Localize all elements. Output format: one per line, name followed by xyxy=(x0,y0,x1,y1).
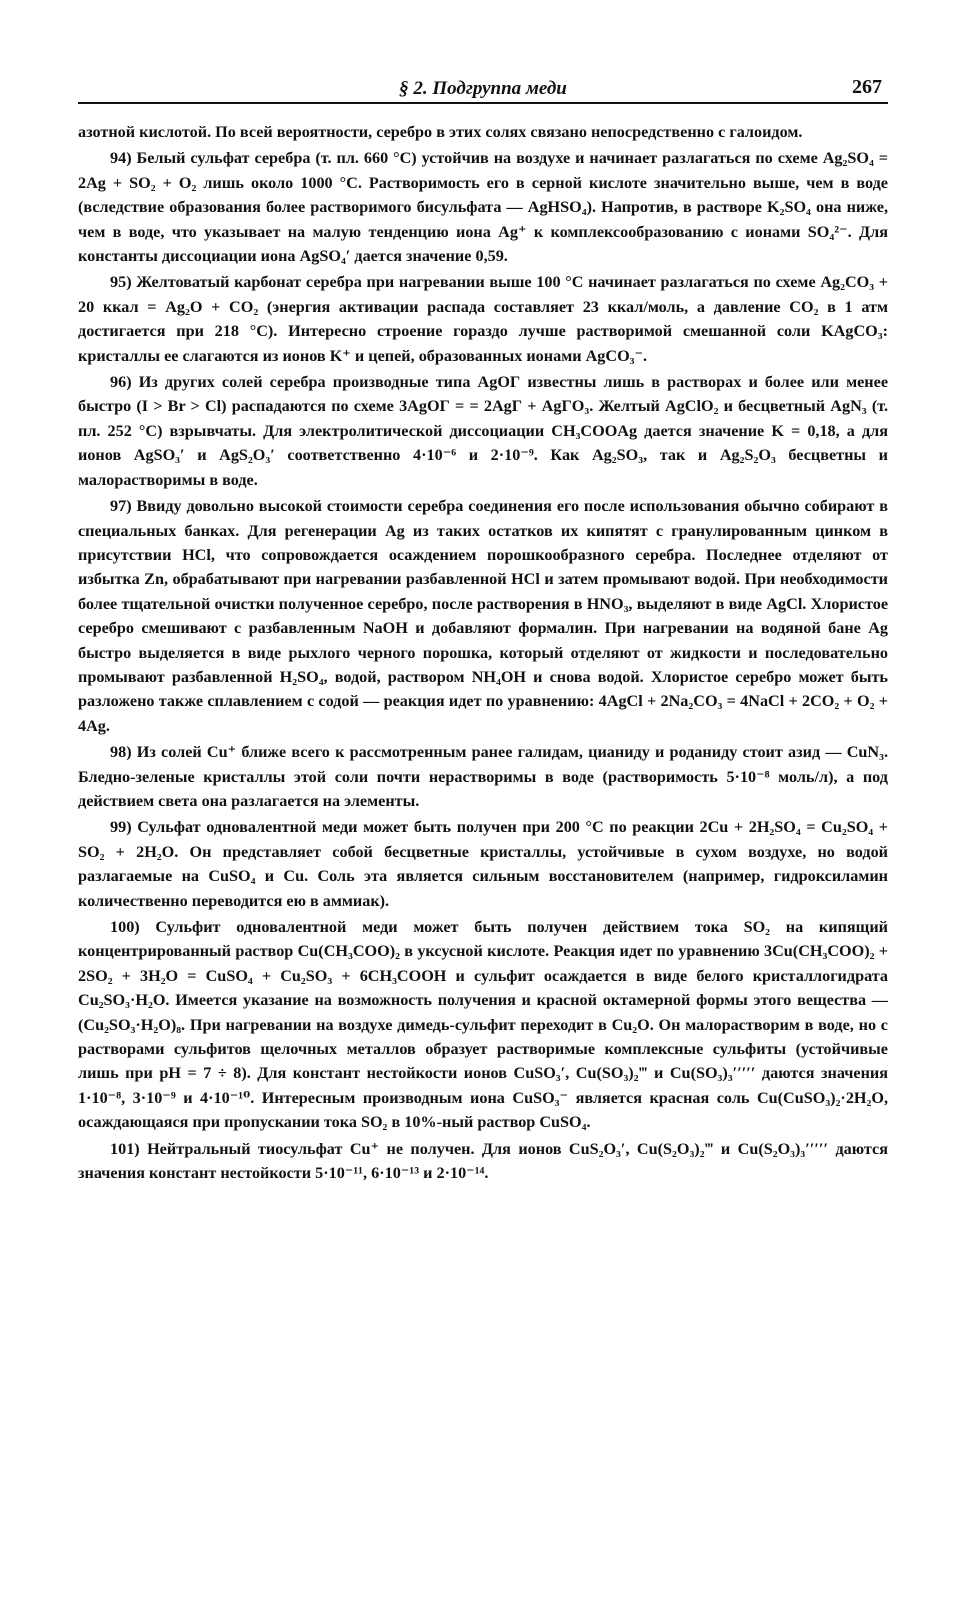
paragraph-101: 101) Нейтральный тиосульфат Cu⁺ не получен. Для ионов CuS₂O₃′, Cu(S₂O₃)₂‴ и Cu(S₂O₃)₃′′′′′ даются значения констант нестойкости 5·10⁻¹¹, 6·10⁻¹³ и 2·10⁻¹⁴. xyxy=(78,1139,888,1183)
paragraph-100: 100) Сульфит одновалентной меди может быть получен действием тока SO₂ на кипящий концентрированный раствор Cu(CH₃COO)₂ в уксусной кислоте. Реакция идет по уравнению 3Cu(CH₃COO)₂ + 2SO₂ + 3H₂O = CuSO₄ + Cu₂SO₃ + 6CH₃COOH и сульфит осаждается в виде белого кристаллогидрата Cu₂SO₃·H₂O. Имеется указание на возможность получения и красной октамерной формы этого вещества — (Cu₂SO₃·H₂O)₈. При нагревании на воздухе димедь-сульфит переходит в Cu₂O. Он малорастворим в воде, но с растворами сульфитов щелочных металлов образует растворимые комплексные сульфиты (устойчивые лишь при pH = 7 ÷ 8). Для констант нестойкости ионов CuSO₃′, Cu(SO₃)₂‴ и Cu(SO₃)₃′′′′′ даются значения 1·10⁻⁸, 3·10⁻⁹ и 4·10⁻¹⁰. Интересным производным иона CuSO₃⁻ является красная соль Cu(CuSO₃)₂·2H₂O, осаждающаяся при пропускании тока SO₂ в 10%-ный раствор CuSO₄. xyxy=(78,918,888,1132)
page-number: 267 xyxy=(852,76,882,98)
paragraph-98: 98) Из солей Cu⁺ ближе всего к рассмотренным ранее галидам, цианиду и роданиду стоит азид — CuN₃. Бледно-зеленые кристаллы этой соли почти нерастворимы в воде (растворимость 5·10⁻⁸ моль/л), а под действием света она разлагается на элементы. xyxy=(78,743,888,810)
paragraph-99: 99) Сульфат одновалентной меди может быть получен при 200 °C по реакции 2Cu + 2H₂SO₄ = Cu₂SO₄ + SO₂ + 2H₂O. Он представляет собой бесцветные кристаллы, устойчивые в сухом воздухе, но водой разлагаемые на CuSO₄ и Cu. Соль эта является сильным восстановителем (например, гидроксиламин количественно переводится ею в аммиак). xyxy=(78,818,888,910)
paragraph-continuation: азотной кислотой. По всей вероятности, серебро в этих солях связано непосредственно с галоидом. xyxy=(78,123,803,141)
paragraph-97: 97) Ввиду довольно высокой стоимости серебра соединения его после использования обычно собирают в специальных банках. Для регенерации Ag из таких остатков их кипятят с гранулированным цинком в присутствии HCl, что сопровождается осаждением порошкообразного серебра. Последнее отделяют от избытка Zn, обрабатывают при нагревании разбавленной HCl и затем промывают водой. При необходимости более тщательной очистки полученное серебро, после растворения в HNO₃, выделяют в виде AgCl. Хлористое серебро смешивают с разбавленным NaOH и добавляют формалин. При нагревании на водяной бане Ag быстро выделяется в виде рыхлого черного порошка, который отделяют от жидкости и последовательно промывают разбавленной H₂SO₄, водой, раствором NH₄OH и снова водой. Хлористое серебро может быть разложено также сплавлением с содой — реакция идет по уравнению: 4AgCl + 2Na₂CO₃ = 4NaCl + 2CO₂ + O₂ + 4Ag. xyxy=(78,497,888,735)
paragraph-94: 94) Белый сульфат серебра (т. пл. 660 °C) устойчив на воздухе и начинает разлагаться по схеме Ag₂SO₄ = 2Ag + SO₂ + O₂ лишь около 1000 °C. Растворимость его в серной кислоте значительно выше, чем в воде (вследствие образования более растворимого бисульфата — AgHSO₄). Напротив, в растворе K₂SO₄ она ниже, чем в воде, что указывает на малую тенденцию иона Ag⁺ к комплексообразованию с ионами SO₄²⁻. Для константы диссоциации иона AgSO₄′ дается значение 0,59. xyxy=(78,149,888,266)
page-body xyxy=(78,120,888,1185)
running-header xyxy=(78,62,888,104)
paragraph-95: 95) Желтоватый карбонат серебра при нагревании выше 100 °C начинает разлагаться по схеме Ag₂CO₃ + 20 ккал = Ag₂O + CO₂ (энергия активации распада составляет 23 ккал/моль, а давление CO₂ в 1 атм достигается при 218 °C). Интересно строение гораздо лучше растворимой смешанной соли KAgCO₃: кристаллы ее слагаются из ионов K⁺ и цепей, образованных ионами AgCO₃⁻. xyxy=(78,273,888,365)
book-page xyxy=(78,62,888,1187)
paragraph-96: 96) Из других солей серебра производные типа AgOГ известны лишь в растворах и более или менее быстро (I > Br > Cl) распадаются по схеме 3AgOГ = = 2AgГ + AgГO₃. Желтый AgClO₂ и бесцветный AgN₃ (т. пл. 252 °C) взрывчаты. Для электролитической диссоциации CH₃COOAg дается значение K = 0,18, а для ионов AgSO₃′ и AgS₂O₃′ соответственно 4·10⁻⁶ и 2·10⁻⁹. Как Ag₂SO₃, так и Ag₂S₂O₃ бесцветны и малорастворимы в воде. xyxy=(78,373,888,489)
section-title: § 2. Подгруппа меди xyxy=(399,78,567,99)
